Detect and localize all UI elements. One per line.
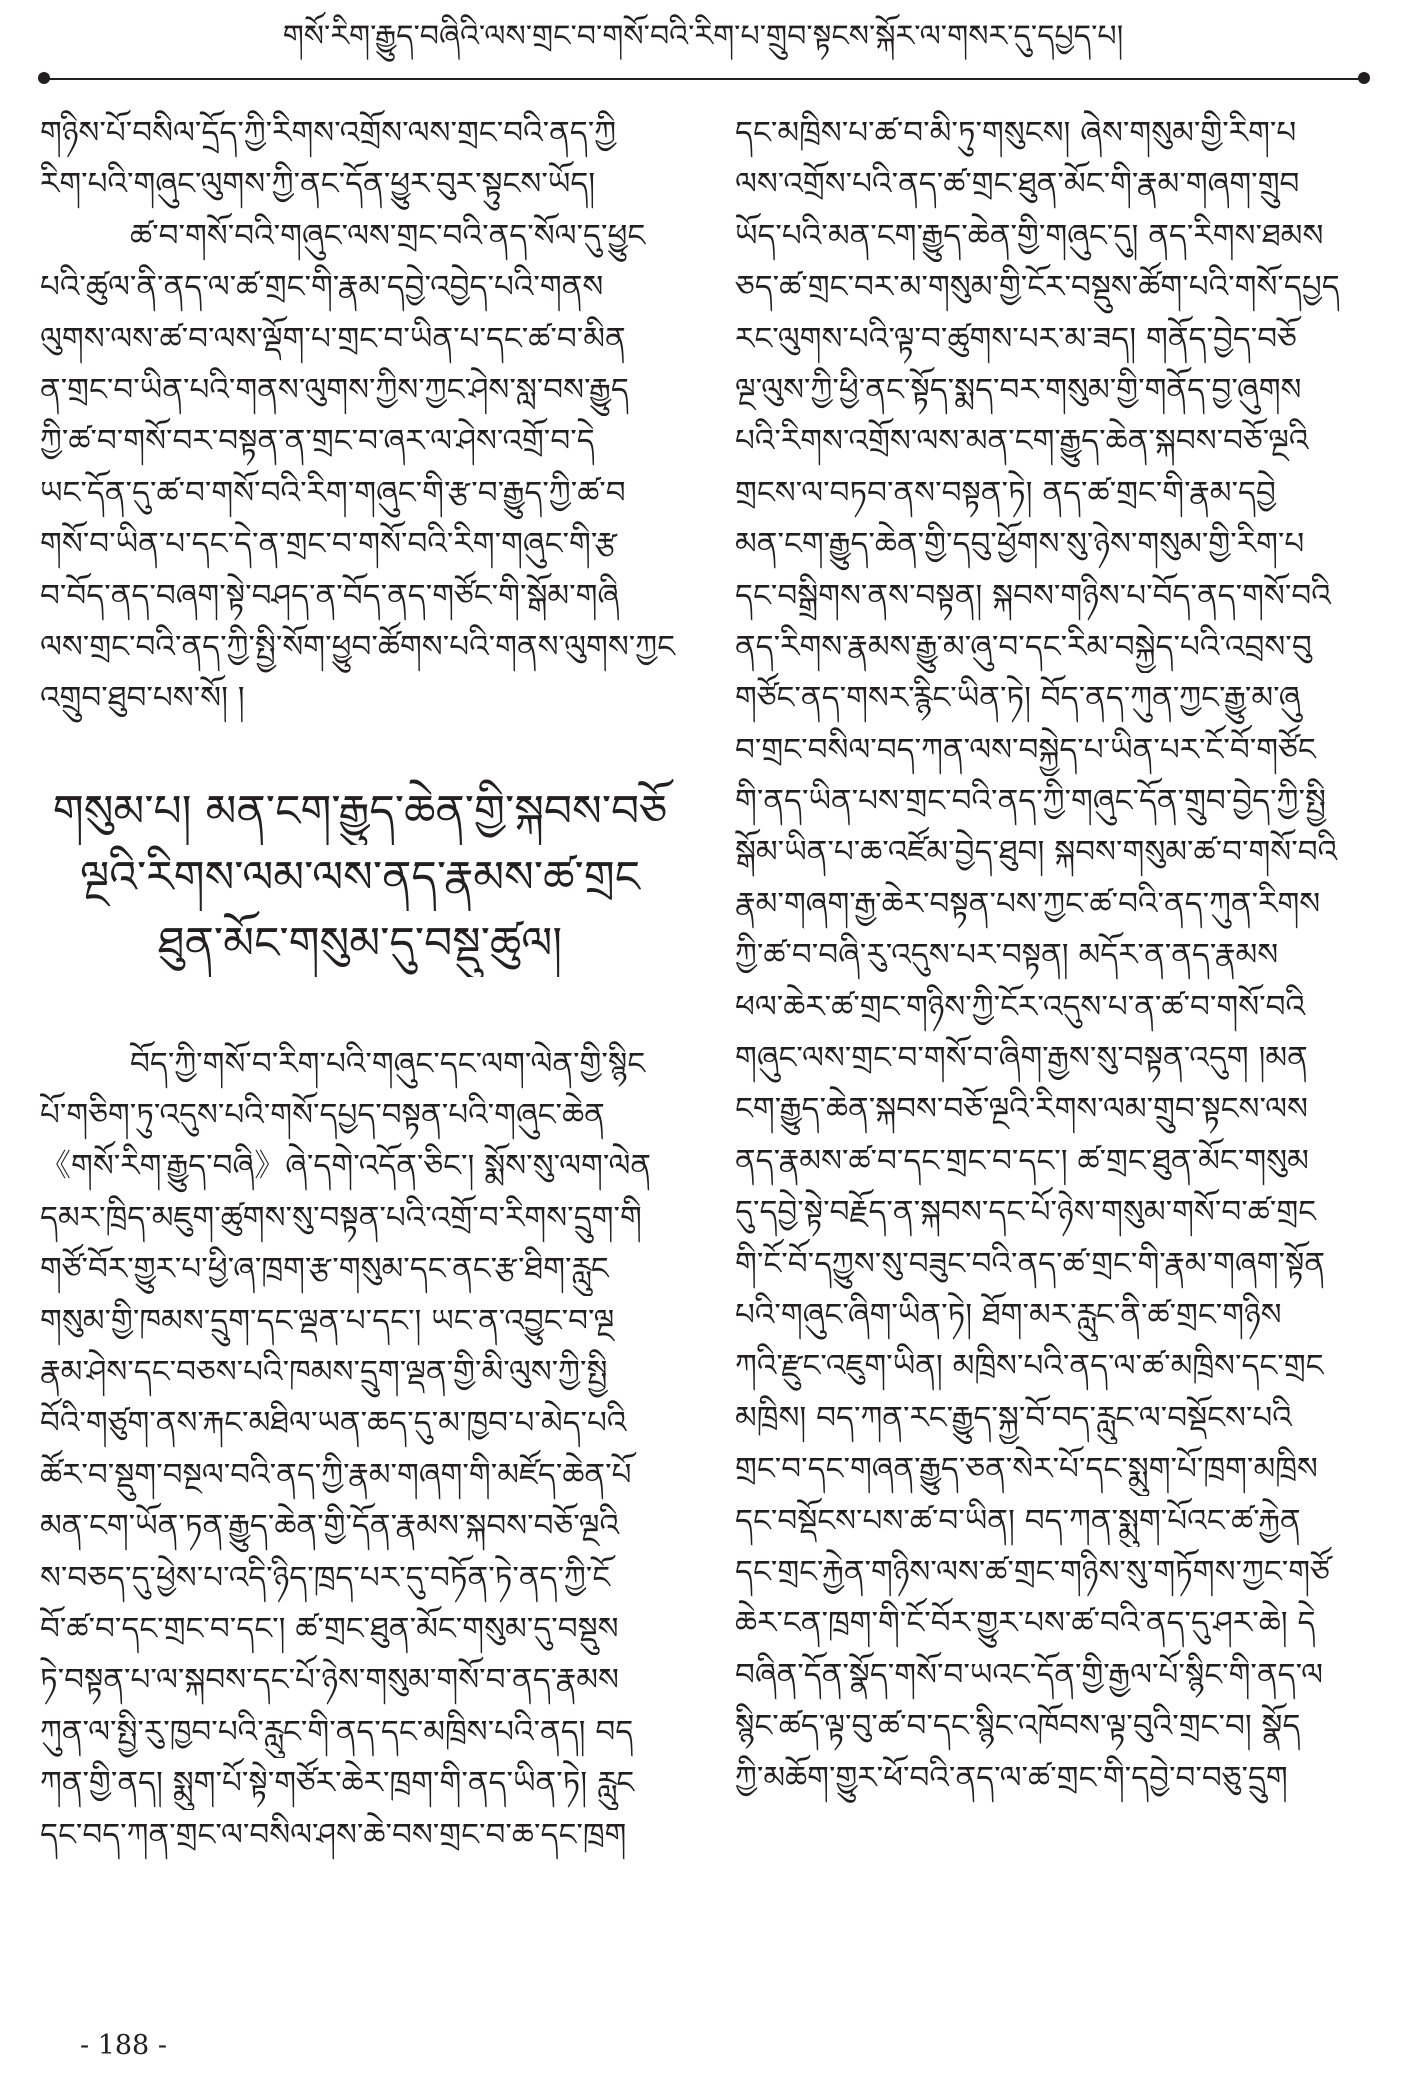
text-line: རང་ལུགས་པའི་ལྟ་བ་ཚུགས་པར་མ་ཟད། གནོད་བྱེད་བཅོ <box>735 320 1297 357</box>
text-line: པའི་རིགས་འགྲོས་ལས་མན་ངག་རྒྱུད་ཆེན་སྐབས་བཅོ་ལྔའི <box>735 423 1309 460</box>
text-line: ཀུན་ལ་སྤྱི་རུ་ཁྱབ་པའི་རླུང་གི་ནད་དང་མཁྲིས་པའི་ནད། བད <box>40 1713 634 1750</box>
text-line: ཡང་དོན་དུ་ཚ་བ་གསོ་བའི་རིག་གཞུང་གི་རྩ་བ་རྒྱུད་ཀྱི་ཚ་བ <box>40 474 626 511</box>
text-line: ཡོད་པའི་མན་ངག་རྒྱུད་ཆེན་གྱི་གཞུང་དུ། ནད་རིགས་ཐམས <box>735 217 1324 254</box>
heading-line: ལྔའི་རིགས་ལམ་ལས་ནད་རྣམས་ཚ་གྲང <box>79 851 641 903</box>
text-line: སྙིང་ཚད་ལྟ་བུ་ཚ་བ་དང་སྙིང་འཁོབས་ལྟ་བུའི་གྲང་བ། སྣོད <box>735 1708 1301 1745</box>
text-line: གསོ་བ་ཡིན་པ་དང་དེ་ན་གྲང་བ་གསོ་བའི་རིག་གཞུང་གི་རྩ <box>40 526 617 563</box>
page-number: - 188 - <box>80 2030 167 2061</box>
text-line: པའི་ཚུལ་ནི་ནད་ལ་ཚ་གྲང་གི་རྣམ་དབྱེ་འབྱེད་པའི་གནས <box>40 269 604 306</box>
text-line: ལས་གྲང་བའི་ནད་ཀྱི་སྤྱི་སོག་ཕྱུབ་ཚོགས་པའི་གནས་ལུགས་ཀྱང <box>40 628 675 665</box>
text-line: ཅད་ཚ་གྲང་བར་མ་གསུམ་གྱི་ངོར་བསྡུས་ཚོག་པའི་གསོ་དཔྱད <box>735 269 1340 306</box>
text-line: 《གསོ་རིག་རྒྱུད་བཞི》ཞེ་དགེ་འདོན་ཅིང་། སྨོས་སུ་ལག་ལེན <box>40 1148 652 1185</box>
text-line: ཀན་གྱི་ནད། སྨུག་པོ་སྟེ་གཙོར་ཆེར་ཁྲག་གི་ནད་ཡིན་ཏེ། རླུང <box>40 1765 635 1802</box>
section-heading <box>40 779 680 977</box>
text-line <box>735 1907 1375 1958</box>
header-rule <box>44 78 1364 80</box>
text-line <box>735 1855 1375 1906</box>
text-line: བ་བོད་ནད་བཞག་སྟེ་བཤད་ན་བོད་ནད་གཙོང་གི་སྒོམ་གཞི <box>40 577 620 614</box>
paragraph-2 <box>40 211 680 725</box>
text-line: མན་ངག་རྒྱུད་ཆེན་གྱི་དབུ་ཕྱོགས་སུ་ཉེས་གསུམ་གྱི་རིག་པ <box>735 526 1305 563</box>
text-line: དང་བསྒྲིགས་ནས་བསྟན། སྐབས་གཉིས་པ་བོད་ནད་གསོ་བའི <box>735 577 1331 614</box>
text-line: གྲངས་ལ་བཏབ་ནས་བསྟན་ཏེ། ནད་ཚ་གྲང་གི་རྣམ་དབྱེ <box>735 474 1276 511</box>
text-line: ཆེར་ངན་ཁྲག་གི་ངོ་བོར་གྱུར་པས་ཚ་བའི་ནད་དུ་ཤར་ཆེ། དེ <box>735 1605 1316 1642</box>
text-line: ཀྱི་ཚ་བ་བཞི་རུ་འདུས་པར་བསྟན། མདོར་ན་ནད་རྣམས <box>735 937 1279 974</box>
paragraph-1 <box>40 108 680 211</box>
rule-endpoint-right <box>1358 72 1370 84</box>
text-line: བོ་ཚ་བ་དང་གྲང་བ་དང་། ཚ་གྲང་ཐུན་མོང་གསུམ་དུ་བསྡུས <box>40 1610 619 1647</box>
text-line: ཚ་བ་གསོ་བའི་གཞུང་ལས་གྲང་བའི་ནད་སོལ་དུ་ཕྱུང <box>130 217 646 254</box>
left-column <box>40 108 680 1861</box>
text-line: བ་གྲང་བསིལ་བད་ཀན་ལས་བསྐྱེད་པ་ཡིན་པར་ངོ་བོ་གཙོང <box>735 731 1316 768</box>
text-line: དང་བསྡོངས་པས་ཚ་བ་ཡིན། བད་ཀན་སྨུག་པོའང་ཚ་རྐྱེན <box>735 1502 1301 1539</box>
text-line: རིག་པའི་གཞུང་ལུགས་ཀྱི་ནང་དོན་ཕྱུར་བུར་སྟུངས་ཡོད། <box>40 166 596 203</box>
text-line: ཀྱི་མཆོག་གྱུར་ཕོ་བའི་ནད་ལ་ཚ་གྲང་གི་དབྱེ་བ་བཅུ་དྲུག <box>735 1759 1288 1796</box>
text-line: ཀྱི་ཚ་བ་གསོ་བར་བསྟན་ན་གྲང་བ་ཞར་ལ་ཤེས་འགྲོ་བ་དེ <box>40 423 595 460</box>
text-line: རྣམ་ཤེས་དང་བཅས་པའི་ཁམས་དྲུག་ལྡན་གྱི་མི་ལུས་ཀྱི་སྤྱི <box>40 1354 608 1391</box>
text-line: ལས་འགྲོས་པའི་ནད་ཚ་གྲང་ཐུན་མོང་གི་རྣམ་གཞག་གྲུབ <box>735 166 1300 203</box>
text-line: ངག་རྒྱུད་ཆེན་སྐབས་བཅོ་ལྔའི་རིགས་ལམ་གྲུབ་སྟངས་ལས <box>735 1091 1308 1128</box>
right-column <box>735 108 1375 1958</box>
text-line: ནད་རྣམས་ཚ་བ་དང་གྲང་བ་དང་། ཚ་གྲང་ཐུན་མོང་གསུམ <box>735 1142 1309 1179</box>
text-line: མན་ངག་ཡོན་ཏན་རྒྱུད་ཆེན་གྱི་དོན་རྣམས་སྐབས་བཅོ་ལྔའི <box>40 1508 619 1545</box>
text-line: ལྔ་ལུས་ཀྱི་ཕྱི་ནང་སྟོད་སྨད་བར་གསུམ་གྱི་གནོད་བྱ་ཞུགས <box>735 371 1302 408</box>
text-line: དང་བད་ཀན་གྲང་ལ་བསིལ་ཤས་ཆེ་བས་གྲང་བ་ཆ་དང་ཁྲག <box>40 1816 627 1853</box>
text-line: པའི་གཞུང་ཞིག་ཡིན་ཏེ། ཐོག་མར་རླུང་ནི་ཚ་གྲང་གཉིས <box>735 1296 1282 1333</box>
text-line: པོ་གཅིག་ཏུ་འདུས་པའི་གསོ་དཔྱད་བསྟན་པའི་གཞུང་ཆེན <box>40 1097 605 1134</box>
heading-line: ཐུན་མོང་གསུམ་དུ་བསྡུ་ཚུལ། <box>157 917 563 969</box>
text-line: འགྲུབ་ཐུབ་པས་སོ། ། <box>40 680 245 717</box>
text-line: གི་ངོ་བོ་དཀྱུས་སུ་བཟུང་བའི་ནད་ཚ་གྲང་གི་རྣམ་གཞག་སྟོན <box>735 1245 1326 1282</box>
text-line: རྣམ་གཞག་རྒྱ་ཆེར་བསྟན་པས་ཀྱང་ཚ་བའི་ནད་ཀུན་རིགས <box>735 885 1321 922</box>
text-line: གྲང་བ་དང་གཞན་རྒྱུད་ཅན་སེར་པོ་དང་སྨུག་པོ་ཁྲག་མཁྲིས <box>735 1451 1318 1488</box>
text-line: གཉིས་པོ་བསིལ་དྲོད་ཀྱི་རིགས་འགྲོས་ལས་གྲང་བའི་ནད་ཀྱི <box>40 115 617 151</box>
text-line: གཙོ་བོར་གྱུར་པ་ཕྱི་ཞ་ཁྲག་རྩ་གསུམ་དང་ནང་རྩ་ཐིག་རླུང <box>40 1251 609 1288</box>
text-line: དང་མཁྲིས་པ་ཚ་བ་མི་ཏུ་གསུངས། ཞེས་གསུམ་གྱི་རིག་པ <box>735 115 1297 151</box>
text-line: གཞུང་ལས་གྲང་བ་གསོ་བ་ཞིག་རྒྱས་སུ་བསྟན་འདུག །མན <box>735 1040 1308 1077</box>
text-line <box>735 1804 1375 1855</box>
text-line: བོད་ཀྱི་གསོ་བ་རིག་པའི་གཞུང་དང་ལག་ལེན་གྱི་སྙིང <box>130 1045 646 1082</box>
heading-line: གསུམ་པ། མན་ངག་རྒྱུད་ཆེན་གྱི་སྐབས་བཅོ <box>52 785 668 837</box>
running-head: གསོ་རིག་རྒྱུད་བཞིའི་ལས་གྲང་བ་གསོ་བའི་རིག་པ་གྲུབ་སྟངས་སྐོར་ལ་གསར་དུ་དཔྱད་པ། <box>282 19 1124 54</box>
text-line: དམར་ཁྲིད་མཇུག་ཚུགས་སུ་བསྟན་པའི་འགྲོ་བ་རིགས་དྲུག་གི <box>40 1199 642 1236</box>
text-line: དུ་དབྱེ་སྟེ་བརྗོད་ན་སྐབས་དང་པོ་ཉེས་གསུམ་གསོ་བ་ཚ་གྲང <box>735 1194 1317 1231</box>
text-line: མཁྲིས། བད་ཀན་རང་རྒྱུད་སྐྱ་བོ་བད་རླུང་ལ་བསྡོངས་པའི <box>735 1399 1292 1436</box>
text-line: བོའི་གཙུག་ནས་རྐང་མཐིལ་ཡན་ཆད་དུ་མ་ཁྱབ་པ་མེད་པའི <box>40 1405 627 1442</box>
text-line: ས་བཅད་དུ་ཕྱེས་པ་འདི་ཉིད་ཁྲད་པར་དུ་བཏོན་ཏེ་ནད་ཀྱི་ངོ <box>40 1559 611 1596</box>
text-line: གསུམ་གྱི་ཁམས་དྲུག་དང་ལྡན་པ་དང་། ཡང་ན་འབྱུང་བ་ལྔ <box>40 1302 615 1339</box>
text-line: ཚོར་བ་སྡུག་བསྔལ་བའི་ནད་ཀྱི་རྣམ་གཞག་གི་མཛོད་ཆེན་པོ <box>40 1456 632 1493</box>
text-line: གི་ནད་ཡིན་པས་གྲང་བའི་ནད་ཀྱི་གཞུང་དོན་གྲུབ་བྱེད་ཀྱི་སྤྱི <box>735 783 1326 820</box>
text-line: ཕལ་ཆེར་ཚ་གྲང་གཉིས་ཀྱི་ངོར་འདུས་པ་ན་ཚ་བ་གསོ་བའི <box>735 988 1306 1025</box>
text-line: ཏེ་བསྟན་པ་ལ་སྐབས་དང་པོ་ཉེས་གསུམ་གསོ་བ་ནད་རྣམས <box>40 1662 619 1699</box>
text-line: ནད་རིགས་རྣམས་རྒྱུ་མ་ཞུ་བ་དང་རིམ་བསྐྱེད་པའི་འབྲས་བུ <box>735 628 1312 665</box>
text-line: ཀའི་རྫུང་འཇུག་ཡིན། མཁྲིས་པའི་ནད་ལ་ཚ་མཁྲིས་དང་གྲང <box>735 1348 1324 1385</box>
text-line: སྒོམ་ཡིན་པ་ཆ་འཛོམ་བྱེད་ཐུབ། སྐབས་གསུམ་ཚ་བ་གསོ་བའི <box>735 834 1338 871</box>
text-line: ན་གྲང་བ་ཡིན་པའི་གནས་ལུགས་ཀྱིས་ཀྱང་ཤེས་སླ་བས་རྒྱུད <box>40 371 629 408</box>
paragraph-3 <box>40 1039 680 1861</box>
text-line: ལུགས་ལས་ཚ་བ་ལས་ལྡོག་པ་གྲང་བ་ཡིན་པ་དང་ཚ་བ་མིན <box>40 320 626 357</box>
text-line: གཙོང་ནད་གསར་རྙིང་ཡིན་ཏེ། བོད་ནད་ཀུན་ཀྱང་རྒྱུ་མ་ཞུ <box>735 680 1301 717</box>
text-line: དང་གྲང་རྐྱེན་གཉིས་ལས་ཚ་གྲང་གཉིས་སུ་གཏོགས་ཀྱང་གཙོ <box>735 1553 1330 1590</box>
text-line: བཞིན་དོན་སྣོད་གསོ་བ་ཡའང་དོན་གྱི་རྒྱལ་པོ་སྙིང་གི་ནད་ལ <box>735 1656 1324 1693</box>
